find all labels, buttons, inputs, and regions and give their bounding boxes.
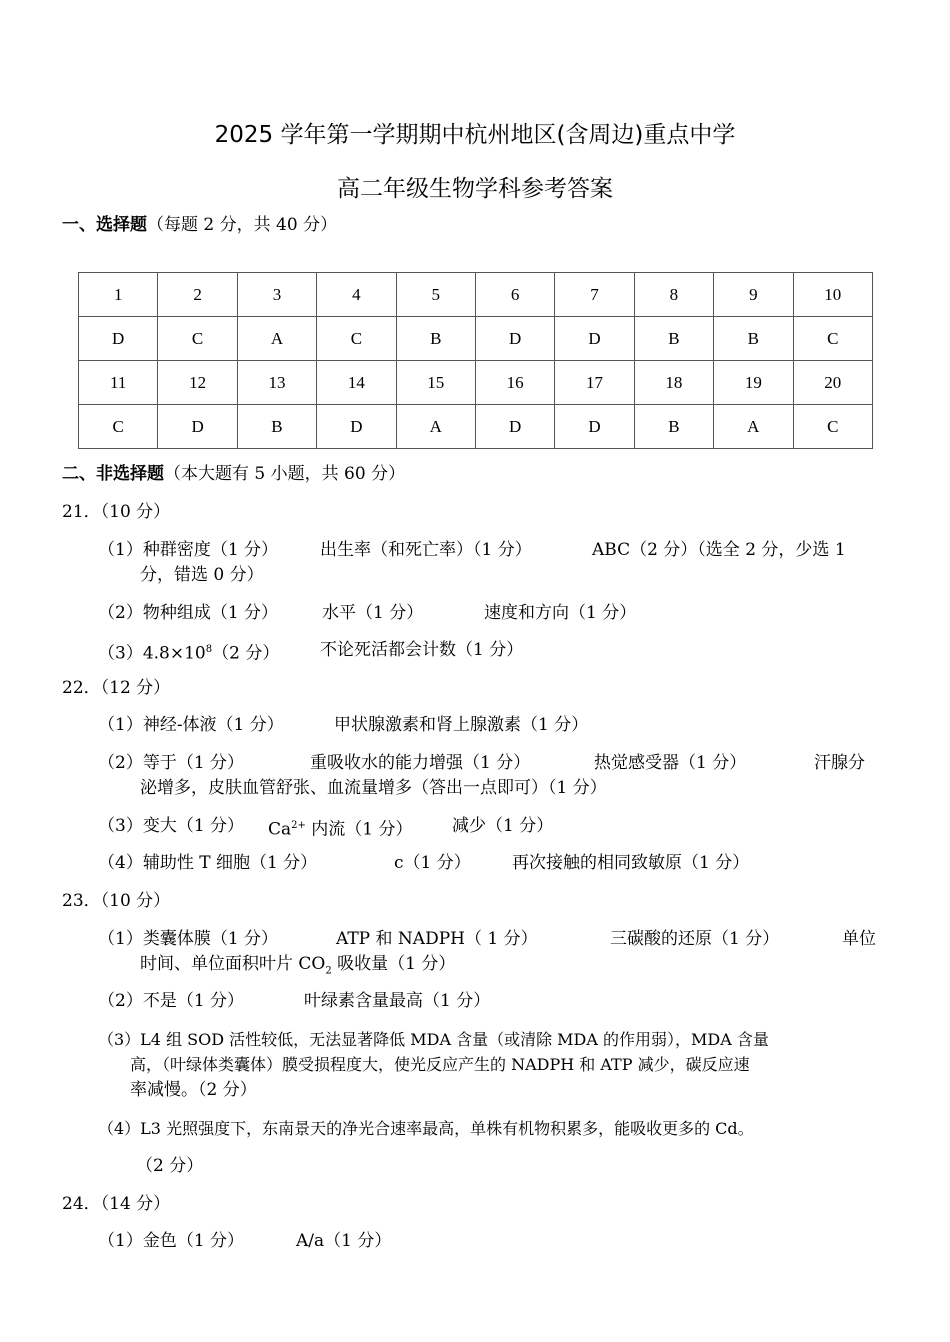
section2-heading: 二、非选择题	[62, 464, 164, 484]
q22-p2-a: （2）等于（1 分）	[98, 753, 245, 773]
table-cell: 20	[793, 361, 872, 405]
table-cell: 1	[79, 273, 158, 317]
q21-p1-a: （1）种群密度（1 分）	[98, 540, 279, 560]
section2-heading-line	[62, 462, 405, 486]
q21-p2-b: 水平（1 分）	[322, 603, 424, 623]
table-cell: D	[317, 405, 396, 449]
table-cell: B	[634, 317, 713, 361]
table-cell: C	[793, 405, 872, 449]
table-cell: 9	[714, 273, 793, 317]
table-cell: 19	[714, 361, 793, 405]
q23-p1-e	[140, 952, 455, 983]
q21-p2-c: 速度和方向（1 分）	[484, 603, 637, 623]
table-cell: C	[793, 317, 872, 361]
q22-p1-b: 甲状腺激素和肾上腺激素（1 分）	[334, 715, 589, 735]
q22-p2-d: 汗腺分	[814, 753, 865, 773]
table-cell: 3	[237, 273, 316, 317]
q23-p1-e-post: 吸收量（1 分）	[331, 954, 456, 974]
table-cell: D	[555, 405, 634, 449]
answer-table	[78, 272, 873, 449]
table-cell: D	[555, 317, 634, 361]
table-cell: 10	[793, 273, 872, 317]
q21-p3-a-pre: （3）4.8×10	[98, 643, 206, 664]
q21-p1-d: 分，错选 0 分）	[140, 565, 264, 585]
q23-p1-d: 单位	[842, 929, 876, 949]
table-cell: 15	[396, 361, 475, 405]
q22-p4-c: 再次接触的相同致敏原（1 分）	[512, 853, 750, 873]
q21-p1-c: ABC（2 分）（选全 2 分，少选 1	[592, 540, 846, 560]
table-cell: A	[396, 405, 475, 449]
q23-p3-c: 率减慢。（2 分）	[130, 1080, 257, 1100]
table-cell: 2	[158, 273, 237, 317]
q22-header: 22．（12 分）	[62, 678, 171, 698]
page-title: 2025 学年第一学期期中杭州地区(含周边)重点中学	[214, 122, 736, 148]
section1-heading-line	[62, 213, 337, 237]
q23-p1-c: 三碳酸的还原（1 分）	[610, 929, 780, 949]
table-cell: B	[396, 317, 475, 361]
table-cell: 11	[79, 361, 158, 405]
q23-p2-a: （2）不是（1 分）	[98, 991, 245, 1011]
table-cell: B	[634, 405, 713, 449]
table-cell: A	[714, 405, 793, 449]
q23-p2-b: 叶绿素含量最高（1 分）	[304, 991, 491, 1011]
q22-p2-e: 泌增多，皮肤血管舒张、血流量增多（答出一点即可）（1 分）	[140, 778, 607, 798]
table-row	[79, 273, 873, 317]
q24-header: 24．（14 分）	[62, 1194, 171, 1214]
table-cell: 18	[634, 361, 713, 405]
q21-p3-a-post: （2 分）	[212, 643, 280, 664]
section1-note: （每题 2 分，共 40 分）	[147, 215, 338, 235]
q23-p4-b: （2 分）	[136, 1156, 204, 1176]
q21-header: 21．（10 分）	[62, 502, 171, 522]
q23-p3-a: （3）L4 组 SOD 活性较低，无法显著降低 MDA 含量（或清除 MDA 的作用弱），MDA 含量	[98, 1030, 769, 1049]
table-cell: D	[475, 405, 554, 449]
section1-heading: 一、选择题	[62, 215, 147, 235]
q24-p1-a: （1）金色（1 分）	[98, 1231, 245, 1251]
q22-p3-b	[268, 814, 413, 842]
table-cell: 8	[634, 273, 713, 317]
page-subtitle: 高二年级生物学科参考答案	[337, 176, 613, 202]
table-cell: 7	[555, 273, 634, 317]
table-cell: C	[317, 317, 396, 361]
table-row	[79, 317, 873, 361]
table-cell: D	[475, 317, 554, 361]
table-row	[79, 405, 873, 449]
q21-p3-a	[98, 638, 279, 666]
table-cell: D	[158, 405, 237, 449]
table-cell: 12	[158, 361, 237, 405]
q23-p1-a: （1）类囊体膜（1 分）	[98, 929, 279, 949]
table-cell: A	[237, 317, 316, 361]
q23-p1-b: ATP 和 NADPH（ 1 分）	[336, 929, 538, 949]
q21-p2-a: （2）物种组成（1 分）	[98, 603, 279, 623]
section2-note: （本大题有 5 小题，共 60 分）	[164, 464, 406, 484]
table-cell: C	[158, 317, 237, 361]
q22-p3-b-sup: 2+	[291, 820, 306, 831]
q22-p3-b-post: 内流（1 分）	[305, 819, 413, 840]
q23-p3-b: 高，（叶绿体类囊体）膜受损程度大，使光反应产生的 NADPH 和 ATP 减少，碳反应速	[130, 1055, 750, 1074]
q22-p1-a: （1）神经-体液（1 分）	[98, 715, 284, 735]
q24-p1-b: A/a（1 分）	[296, 1231, 392, 1251]
table-cell: 17	[555, 361, 634, 405]
table-cell: B	[237, 405, 316, 449]
q21-p3-a-sup: 8	[205, 644, 213, 655]
table-cell: C	[79, 405, 158, 449]
q23-p1-e-sub: 2	[325, 965, 332, 977]
table-cell: B	[714, 317, 793, 361]
q22-p3-c: 减少（1 分）	[452, 816, 554, 836]
table-cell: 4	[317, 273, 396, 317]
table-row	[79, 361, 873, 405]
table-cell: 6	[475, 273, 554, 317]
q22-p2-c: 热觉感受器（1 分）	[594, 753, 747, 773]
table-cell: D	[79, 317, 158, 361]
table-cell: 13	[237, 361, 316, 405]
q22-p3-b-pre: Ca	[268, 819, 292, 840]
q22-p3-a: （3）变大（1 分）	[98, 816, 245, 836]
q21-p1-b: 出生率（和死亡率）（1 分）	[320, 540, 532, 560]
table-cell: 14	[317, 361, 396, 405]
table-cell: 5	[396, 273, 475, 317]
q22-p2-b: 重吸收水的能力增强（1 分）	[310, 753, 531, 773]
q21-p3-b: 不论死活都会计数（1 分）	[320, 640, 524, 660]
q23-p1-e-pre: 时间、单位面积叶片 CO	[140, 954, 326, 974]
q22-p4-b: c（1 分）	[394, 853, 471, 873]
q23-header: 23．（10 分）	[62, 891, 171, 911]
q22-p4-a: （4）辅助性 T 细胞（1 分）	[98, 853, 318, 873]
q23-p4-a: （4）L3 光照强度下，东南景天的净光合速率最高，单株有机物积累多，能吸收更多的 Cd。	[98, 1119, 754, 1138]
table-cell: 16	[475, 361, 554, 405]
